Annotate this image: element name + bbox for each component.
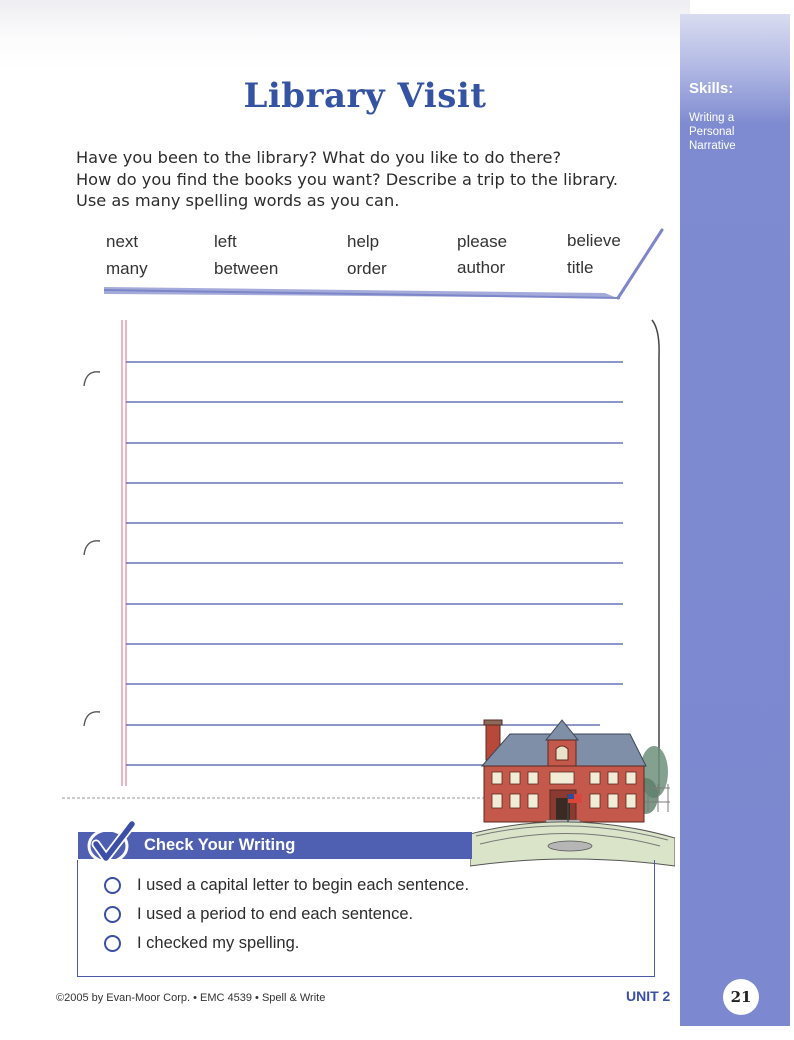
checkbox-circle[interactable]: [104, 877, 121, 894]
checklist-item: [104, 876, 469, 895]
instruction-line: Use as many spelling words as you can.: [76, 191, 400, 210]
copyright-text: ©2005 by Evan-Moor Corp. • EMC 4539 • Spell & Write: [56, 992, 326, 1004]
skills-heading: Skills:: [689, 80, 734, 97]
skill-line: Writing a: [689, 112, 735, 124]
spelling-word: between: [214, 259, 279, 278]
unit-label: UNIT 2: [626, 988, 671, 1004]
check-your-writing-heading: Check Your Writing: [144, 836, 296, 854]
checklist-label: I checked my spelling.: [137, 934, 300, 952]
checklist-label: I used a capital letter to begin each sentence.: [137, 876, 470, 894]
page-title: Library Visit: [243, 76, 487, 116]
spelling-word: many: [106, 259, 148, 278]
spelling-word: help: [347, 232, 380, 251]
scan-smudge: [0, 0, 690, 70]
spelling-word: please: [457, 232, 508, 251]
spelling-word: title: [567, 258, 594, 277]
instruction-line: Have you been to the library? What do you like to do there?: [76, 148, 562, 167]
checkbox-circle[interactable]: [104, 906, 121, 923]
spelling-word: next: [106, 232, 139, 251]
checkmark-icon: [86, 820, 138, 866]
binder-hole-icon: [80, 708, 104, 732]
instruction-line: How do you find the books you want? Describe a trip to the library.: [76, 169, 618, 189]
checklist-label: I used a period to end each sentence.: [137, 905, 414, 923]
binder-hole-icon: [80, 368, 104, 392]
spelling-word: left: [214, 232, 237, 251]
spelling-word: author: [457, 258, 506, 277]
checkbox-circle[interactable]: [104, 935, 121, 952]
instructions: [76, 147, 676, 212]
skill-line: Personal: [689, 126, 735, 138]
page-number: 21: [723, 979, 759, 1015]
binder-hole-icon: [80, 537, 104, 561]
spelling-word: believe: [567, 231, 621, 250]
skills-sidebar: [680, 14, 790, 1026]
checklist-item: [104, 905, 413, 924]
spelling-word: order: [347, 259, 387, 278]
skill-line: Narrative: [689, 140, 736, 152]
library-building-illustration: [470, 716, 675, 876]
skills-description: [689, 111, 779, 153]
checklist-item: [104, 934, 299, 953]
